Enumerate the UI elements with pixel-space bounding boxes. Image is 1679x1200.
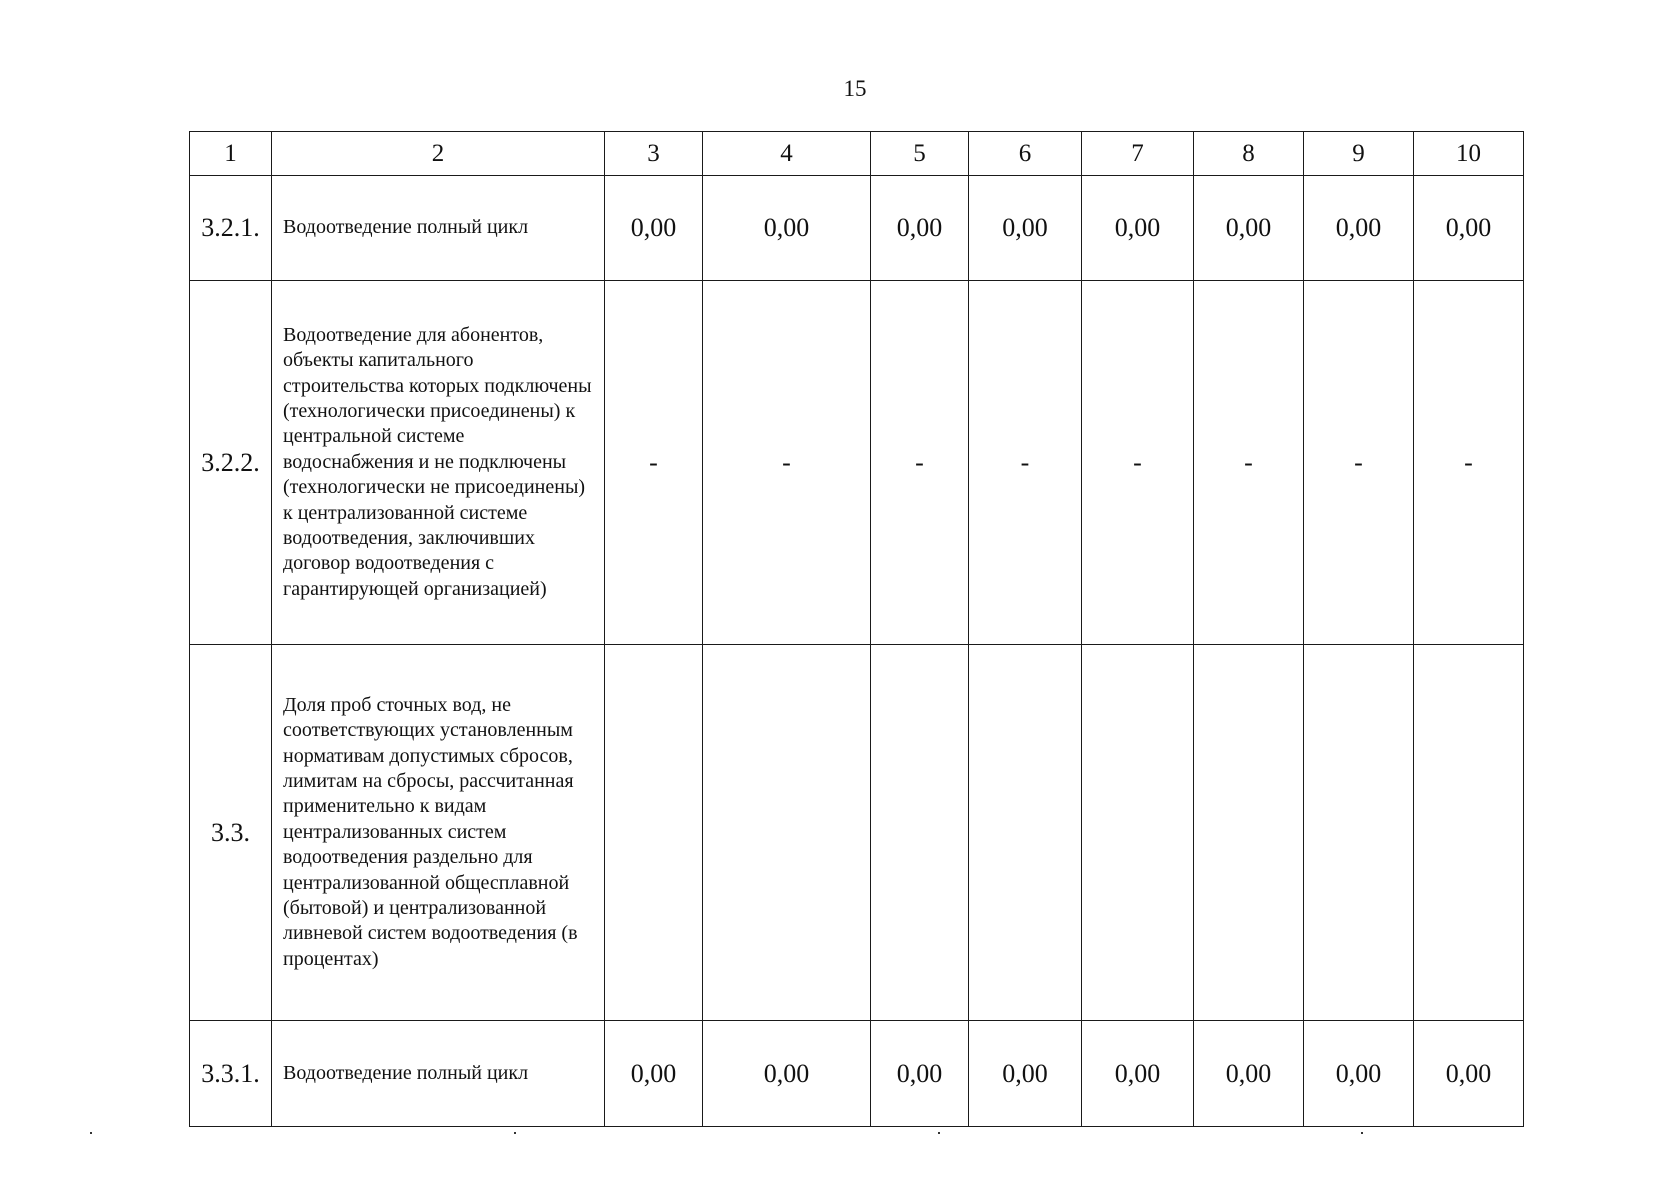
- row-value: 0,00: [871, 1021, 969, 1127]
- row-number: 3.3.: [190, 645, 272, 1021]
- row-value: 0,00: [703, 1021, 871, 1127]
- row-value: 0,00: [1082, 176, 1194, 281]
- row-value: 0,00: [1414, 176, 1524, 281]
- row-value: 0,00: [605, 176, 703, 281]
- row-value: 0,00: [1194, 1021, 1304, 1127]
- scan-dot: [90, 1132, 92, 1134]
- row-value: -: [969, 281, 1082, 645]
- row-value: 0,00: [605, 1021, 703, 1127]
- column-header: 10: [1414, 132, 1524, 176]
- row-value: -: [605, 281, 703, 645]
- row-value: -: [1304, 281, 1414, 645]
- row-value: 0,00: [1082, 1021, 1194, 1127]
- row-value: -: [703, 281, 871, 645]
- scan-dot: [938, 1132, 940, 1134]
- table-row: [190, 281, 1524, 645]
- row-value: -: [1414, 281, 1524, 645]
- table-row: [190, 176, 1524, 281]
- row-name: Водоотведение для абонентов, объекты капитального строительства которых подключены (технологически присоединены) к центральной системе водоснабжения и не подключены (технологически не присоединены) к централизованной системе водоотведения, заключивших договор водоотведения с гарантирующей организацией): [272, 281, 605, 645]
- row-value: 0,00: [871, 176, 969, 281]
- table-row: [190, 645, 1524, 1021]
- row-number: 3.2.1.: [190, 176, 272, 281]
- column-header: 5: [871, 132, 969, 176]
- column-header: 2: [272, 132, 605, 176]
- column-header: 1: [190, 132, 272, 176]
- column-header: 8: [1194, 132, 1304, 176]
- row-name: Доля проб сточных вод, не соответствующих установленным нормативам допустимых сбросов, лимитам на сбросы, рассчитанная применительно к видам централизованных систем водоотведения раздельно для централизованной общесплавной (бытовой) и централизованной ливневой систем водоотведения (в процентах): [272, 645, 605, 1021]
- row-value: 0,00: [1194, 176, 1304, 281]
- row-value: -: [1082, 281, 1194, 645]
- table-header-row: [190, 132, 1524, 176]
- row-value: 0,00: [969, 1021, 1082, 1127]
- column-header: 3: [605, 132, 703, 176]
- page-number: 15: [843, 76, 867, 101]
- row-number: 3.2.2.: [190, 281, 272, 645]
- row-name: Водоотведение полный цикл: [272, 176, 605, 281]
- column-header: 6: [969, 132, 1082, 176]
- row-value: [1194, 645, 1304, 1021]
- indicators-table: [189, 131, 1524, 1127]
- row-value: 0,00: [969, 176, 1082, 281]
- row-value: [1414, 645, 1524, 1021]
- row-value: [605, 645, 703, 1021]
- scan-dot: [1361, 1132, 1363, 1134]
- row-value: [1304, 645, 1414, 1021]
- row-value: 0,00: [703, 176, 871, 281]
- row-name: Водоотведение полный цикл: [272, 1021, 605, 1127]
- row-value: [969, 645, 1082, 1021]
- row-value: 0,00: [1414, 1021, 1524, 1127]
- column-header: 4: [703, 132, 871, 176]
- column-header: 9: [1304, 132, 1414, 176]
- column-header: 7: [1082, 132, 1194, 176]
- row-number: 3.3.1.: [190, 1021, 272, 1127]
- row-value: [1082, 645, 1194, 1021]
- scan-dot: [514, 1132, 516, 1134]
- row-value: 0,00: [1304, 176, 1414, 281]
- row-value: [871, 645, 969, 1021]
- row-value: [703, 645, 871, 1021]
- row-value: -: [1194, 281, 1304, 645]
- row-value: 0,00: [1304, 1021, 1414, 1127]
- row-value: -: [871, 281, 969, 645]
- table-row: [190, 1021, 1524, 1127]
